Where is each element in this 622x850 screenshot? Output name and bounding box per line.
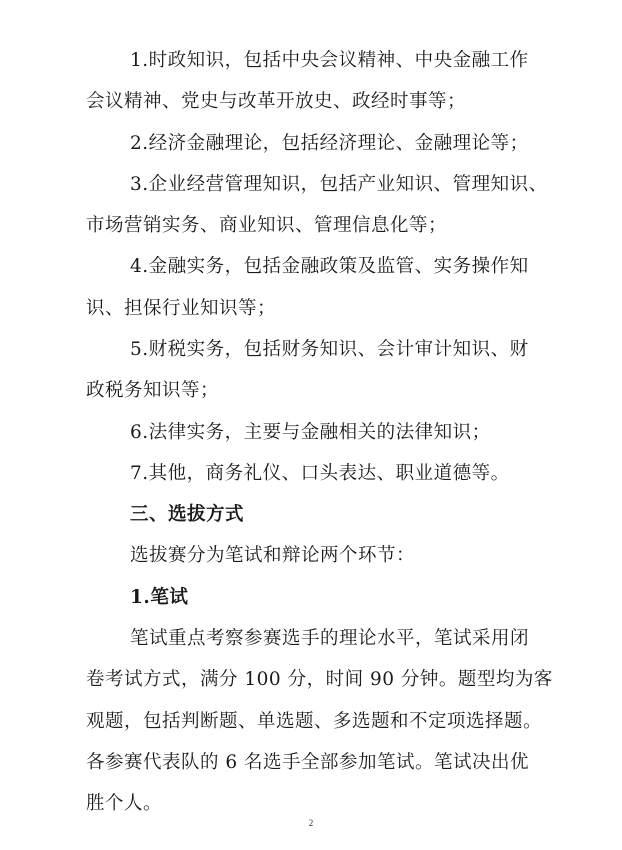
- paragraph-written-exam-line-4: 各参赛代表队的 6 名选手全部参加笔试。笔试决出优: [86, 752, 530, 773]
- list-item-financial-practice: 4.金融实务，包括金融政策及监管、实务操作知: [130, 256, 529, 277]
- paragraph-written-exam-line-2: 卷考试方式，满分 100 分，时间 90 分钟。题型均为客: [86, 669, 553, 690]
- list-item-current-affairs: 1.时政知识，包括中央会议精神、中央金融工作: [130, 50, 529, 71]
- list-item-financial-practice-cont: 识、担保行业知识等；: [86, 298, 277, 319]
- list-item-tax-practice: 5.财税实务，包括财务知识、会计审计知识、财: [130, 339, 529, 360]
- subheading-written-exam: 1.笔试: [130, 587, 189, 608]
- list-item-legal-practice: 6.法律实务，主要与金融相关的法律知识；: [130, 422, 491, 443]
- paragraph-written-exam-line-5: 胜个人。: [86, 793, 163, 814]
- paragraph-written-exam-line-3: 观题，包括判断题、单选题、多选题和不定项选择题。: [86, 711, 543, 732]
- list-item-current-affairs-cont: 会议精神、党史与改革开放史、政经时事等；: [86, 91, 467, 112]
- list-item-business-management: 3.企业经营管理知识，包括产业知识、管理知识、: [130, 174, 548, 195]
- list-item-tax-practice-cont: 政税务知识等；: [86, 380, 220, 401]
- page-number: 2: [308, 818, 314, 828]
- list-item-economic-theory: 2.经济金融理论，包括经济理论、金融理论等；: [130, 133, 529, 154]
- list-item-business-management-cont: 市场营销实务、商业知识、管理信息化等；: [86, 215, 448, 236]
- section-heading-selection-method: 三、选拔方式: [130, 504, 245, 525]
- paragraph-selection-intro: 选拔赛分为笔试和辩论两个环节：: [130, 545, 416, 566]
- list-item-other: 7.其他，商务礼仪、口头表达、职业道德等。: [130, 463, 510, 484]
- paragraph-written-exam-line-1: 笔试重点考察参赛选手的理论水平，笔试采用闭: [130, 628, 530, 649]
